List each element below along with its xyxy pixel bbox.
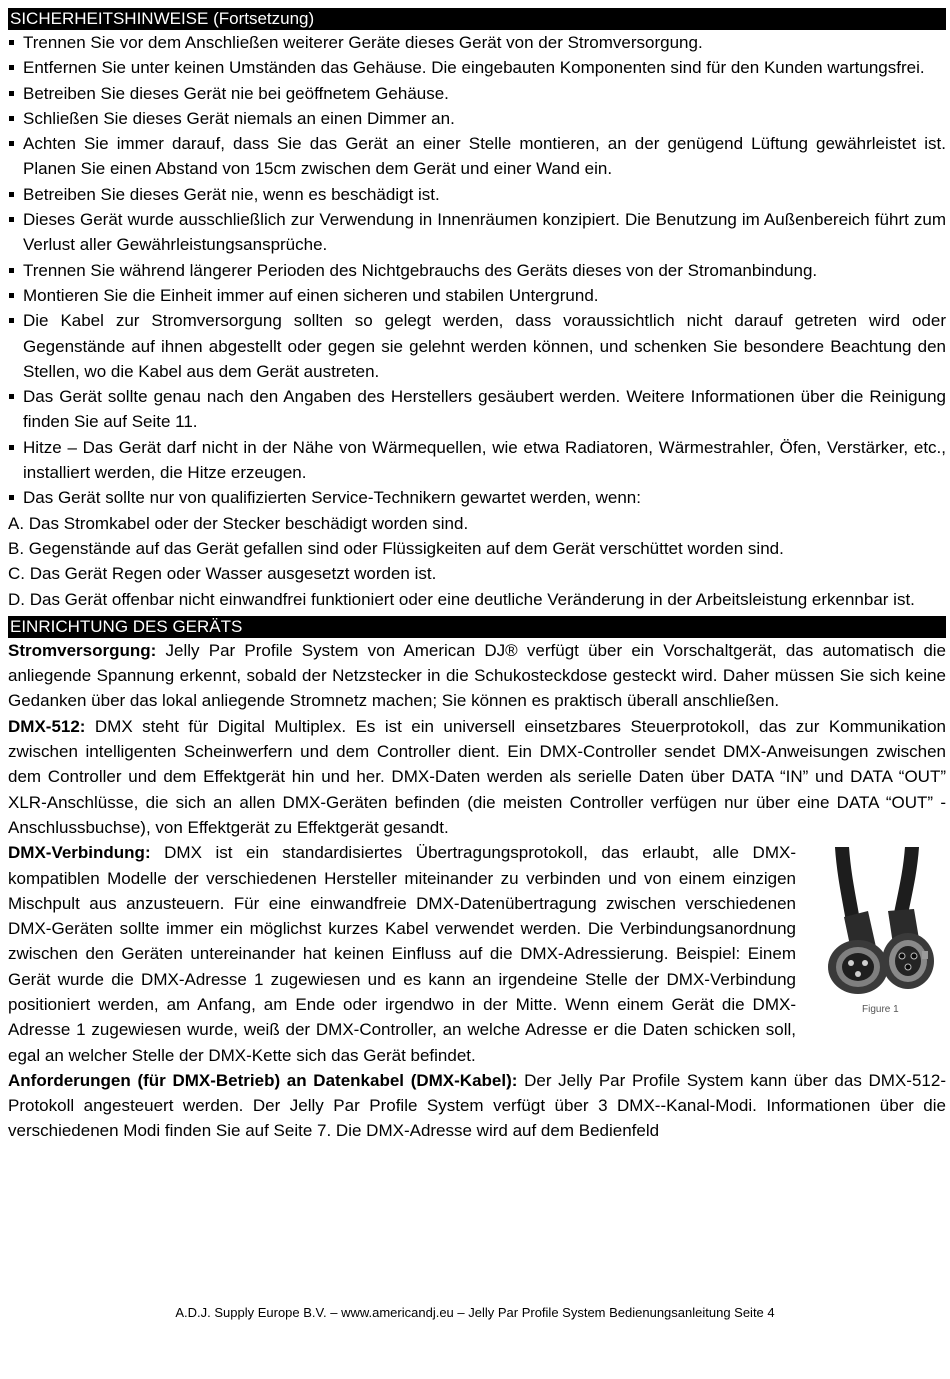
bullet-icon: [9, 268, 14, 273]
section-header-safety: SICHERHEITSHINWEISE (Fortsetzung): [8, 8, 946, 30]
sub-item-d: D. Das Gerät offenbar nicht einwandfrei funktioniert oder eine deutliche Veränderung in der Arbeitsleistung erkennbar ist.: [8, 589, 915, 609]
bullet-icon: [9, 91, 14, 96]
list-item-text: Betreiben Sie dieses Gerät nie, wenn es beschädigt ist.: [23, 184, 440, 204]
list-item-text: Betreiben Sie dieses Gerät nie bei geöffnetem Gehäuse.: [23, 83, 449, 103]
bullet-icon: [9, 293, 14, 298]
list-item: [8, 258, 946, 283]
bullet-icon: [9, 141, 14, 146]
paragraph-label: DMX-512:: [8, 716, 86, 736]
list-item: [8, 485, 946, 510]
list-item: [8, 131, 946, 182]
list-item-text: Achten Sie immer darauf, dass Sie das Gerät an einer Stelle montieren, an der genügend Lüftung gewährleistet ist. Planen Sie einen Abstand von 15cm zwischen dem Gerät und einer Wand ein.: [23, 134, 946, 179]
list-item-text: Schließen Sie dieses Gerät niemals an einen Dimmer an.: [23, 108, 455, 128]
paragraph-text: DMX ist ein standardisiertes Übertragungsprotokoll, das erlaubt, alle DMX-kompatiblen Modelle der verschiedenen Hersteller miteinander zu verbinden und von einem einzigen Mischpult aus anzusteuern. Für eine einwandfreie DMX-Datenübertragung zwischen verschiedenen DMX-Geräten sollte immer ein möglichst kurzes Kabel verwendet werden. Die Verbindungsanordnung zwischen den Geräten untereinander hat keinen Einfluss auf die DMX-Adressierung. Beispiel: Einem Gerät wurde die DMX-Adresse 1 zugewiesen und es kann an irgendeine Stelle der DMX-Verbindung positioniert werden, am Anfang, am Ende oder irgendwo in der Mitte. Wenn einem Gerät die DMX-Adresse 1 zugewiesen wurde, weiß der DMX-Controller, an welche Adresse er die Daten schicken soll, egal an welcher Stelle der DMX-Kette sich das Gerät befindet.: [8, 843, 796, 1065]
list-item: [8, 81, 946, 106]
list-item-text: Dieses Gerät wurde ausschließlich zur Verwendung in Innenräumen konzipiert. Die Benutzung im Außenbereich führt zum Verlust aller Gewährleistungsansprüche.: [23, 210, 946, 255]
list-item: [8, 55, 946, 80]
bullet-icon: [9, 192, 14, 197]
bullet-icon: [9, 495, 14, 500]
paragraph-power: [8, 638, 946, 714]
paragraph-dmx512: [8, 714, 946, 840]
list-item-text: Entfernen Sie unter keinen Umständen das Gehäuse. Die eingebauten Komponenten sind für den Kunden wartungsfrei.: [23, 58, 925, 78]
list-item: [8, 283, 946, 308]
xlr-connector-image: [814, 847, 944, 997]
page-footer: A.D.J. Supply Europe B.V. – www.americandj.eu – Jelly Par Profile System Bedienungsanleitung Seite 4: [175, 1305, 775, 1320]
list-item-text: Das Gerät sollte nur von qualifizierten Service-Technikern gewartet werden, wenn:: [23, 488, 641, 508]
section-header-setup: EINRICHTUNG DES GERÄTS: [8, 616, 946, 638]
list-item-text: Hitze – Das Gerät darf nicht in der Nähe von Wärmequellen, wie etwa Radiatoren, Wärmestrahler, Öfen, Verstärker, etc., installiert werden, die Hitze erzeugen.: [23, 437, 946, 483]
paragraph-label: Stromversorgung:: [8, 640, 157, 660]
document-page: [8, 8, 946, 1144]
sub-item-c: C. Das Gerät Regen oder Wasser ausgesetzt worden ist.: [8, 564, 437, 584]
safety-bullet-list: [8, 30, 946, 511]
paragraph-label: Anforderungen (für DMX-Betrieb) an Datenkabel (DMX-Kabel):: [8, 1070, 518, 1090]
list-item-text: Die Kabel zur Stromversorgung sollten so gelegt werden, dass voraussichtlich nicht darauf getreten wird oder Gegenstände auf ihnen abgestellt oder gegen sie gelehnt werden können, und schenken Sie besondere Beachtung den Stellen, wo die Kabel aus dem Gerät austreten.: [23, 311, 946, 381]
list-item: [8, 384, 946, 435]
list-item-text: Trennen Sie während längerer Perioden des Nichtgebrauchs des Geräts dieses von der Stromanbindung.: [23, 260, 818, 280]
paragraph-text: Der Jelly Par Profile System kann über das DMX-512-Protokoll angesteuert werden. Der Jelly Par Profile System verfügt über 3 DMX--Kanal-Modi. Informationen über die verschiedenen Modi finden Sie auf Seite 7. Die DMX-Adresse wird auf dem Bedienfeld: [8, 1070, 946, 1141]
bullet-icon: [9, 318, 14, 323]
bullet-icon: [9, 217, 14, 222]
figure-caption: Figure 1: [862, 1004, 899, 1016]
sub-item-b: B. Gegenstände auf das Gerät gefallen sind oder Flüssigkeiten auf dem Gerät verschüttet worden sind.: [8, 538, 784, 558]
paragraph-text: Jelly Par Profile System von American DJ® verfügt über ein Vorschaltgerät, das automatisch die anliegende Spannung erkennt, sobald der Netzstecker in die Schukosteckdose gesteckt wird. Daher müssen Sie sich keine Gedanken über das lokal anliegende Stromnetz machen; Sie können es praktisch überall anschließen.: [8, 640, 946, 711]
bullet-icon: [9, 445, 14, 450]
bullet-icon: [9, 65, 14, 70]
paragraph-dmx-connection: [8, 840, 946, 1068]
paragraph-text: DMX steht für Digital Multiplex. Es ist ein universell einsetzbares Steuerprotokoll, das zur Kommunikation zwischen intelligenten Scheinwerfern und dem Controller dient. Ein DMX-Controller sendet DMX-Anweisungen zwischen dem Controller und dem Effektgerät hin und her. DMX-Daten werden als serielle Daten über DATA “IN” und DATA “OUT” XLR-Anschlüsse, die sich an allen DMX-Geräten befinden (die meisten Controller verfügen nur über eine DATA “OUT” - Anschlussbuchse), von Effektgerät zu Effektgerät gesandt.: [8, 716, 946, 837]
figure-xlr-connectors: [814, 847, 944, 1023]
paragraph-label: DMX-Verbindung:: [8, 843, 151, 863]
list-item: [8, 30, 946, 55]
bullet-icon: [9, 394, 14, 399]
bullet-icon: [9, 40, 14, 45]
list-item-text: Das Gerät sollte genau nach den Angaben des Herstellers gesäubert werden. Weitere Informationen über die Reinigung finden Sie auf Seite 11.: [23, 387, 946, 432]
paragraph-cable-requirements: [8, 1068, 946, 1144]
list-item-text: Montieren Sie die Einheit immer auf einen sicheren und stabilen Untergrund.: [23, 285, 599, 305]
list-item: [8, 435, 946, 486]
sub-item-a: A. Das Stromkabel oder der Stecker beschädigt worden sind.: [8, 513, 469, 533]
list-item: [8, 182, 946, 207]
list-item: [8, 207, 946, 258]
bullet-icon: [9, 116, 14, 121]
list-item: [8, 106, 946, 131]
list-item-text: Trennen Sie vor dem Anschließen weiterer Geräte dieses Gerät von der Stromversorgung.: [23, 33, 703, 52]
list-item: [8, 308, 946, 384]
